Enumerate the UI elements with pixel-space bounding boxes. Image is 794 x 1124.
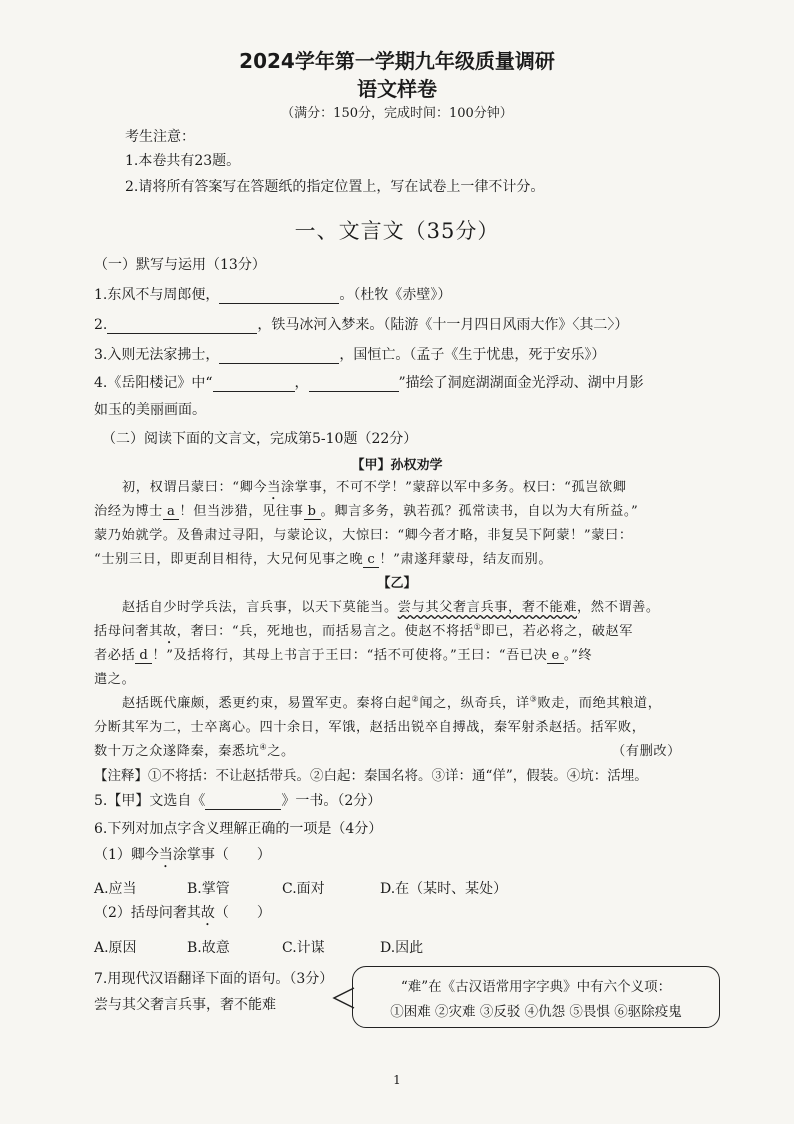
choice-option[interactable]: C.面对 (282, 881, 325, 897)
exam-title: 2024学年第一学期九年级质量调研 (239, 49, 555, 73)
question-7-sentence: 尝与其父奢言兵事，奢不能难 (94, 997, 276, 1013)
jia-line: 蒙乃始就学。及鲁肃过寻阳，与蒙论议，大惊曰：“卿今者才略，非复吴下阿蒙！”蒙曰： (94, 528, 633, 543)
answer-blank-4a[interactable] (213, 375, 295, 392)
choice-option[interactable]: D.因此 (380, 940, 424, 956)
yi-line: 数十万之众遂降秦，秦悉坑④之。 (94, 742, 295, 759)
question-4-cont: 如玉的美丽画面。 (94, 402, 206, 418)
answer-blank-3[interactable] (219, 347, 339, 364)
callout-line-1: “难”在《古汉语常用字字典》中有六个义项： (400, 979, 672, 995)
jia-line: 治经为博士 a ！但当涉猎，见往事 b 。卿言多务，孰若孤？孤常读书，自以为大有所益。” (94, 504, 639, 519)
answer-blank-1[interactable] (219, 287, 339, 304)
choice-option[interactable]: B.掌管 (187, 881, 230, 897)
question-4: 4.《岳阳楼记》中“ ， ”描绘了洞庭湖湖面金光浮动、湖中月影 (94, 375, 644, 391)
choice-option[interactable]: D.在（某时、某处） (380, 881, 508, 897)
jia-line: “士别三日，即更刮目相待，大兄何见事之晚 c ！”肃遂拜蒙母，结友而别。 (94, 552, 553, 567)
answer-blank-5[interactable] (205, 793, 281, 810)
question-5: 5.【甲】文选自《 》一书。（2分） (94, 793, 382, 809)
question-2: 2. ，铁马冰河入梦来。（陆游《十一月四日风雨大作》〈其二〉） (94, 317, 629, 333)
question-1: 1.东风不与周郎便， 。（杜牧《赤壁》） (94, 287, 452, 303)
notice-item-1: 1.本卷共有23题。 (125, 153, 241, 169)
yi-line: 分断其军为二，士卒离心。四十余日，军饿，赵括出锐卒自搏战，秦军射杀赵括。括军败， (94, 720, 646, 735)
choice-option[interactable]: B.故意 (187, 940, 230, 956)
yi-line: 者必括 d ！”及括将行，其母上书言于王曰：“括不可使将。”王曰：“吾已决 e 。”终 (94, 648, 593, 663)
choice-option[interactable]: A.应当 (94, 881, 137, 897)
page-number: 1 (393, 1073, 401, 1087)
section-title: 一、文言文（35分） (294, 219, 500, 243)
jia-line: 初，权谓吕蒙曰：“卿今当涂掌事，不可不学！”蒙辞以军中多务。权曰：“孤岂欲卿 (122, 480, 627, 495)
question-7-stem: 7.用现代汉语翻译下面的语句。（3分） (94, 971, 334, 987)
notice-heading: 考生注意： (125, 129, 195, 145)
passage-yi-title: 【乙】 (377, 576, 417, 591)
exam-info: （满分：150分，完成时间：100分钟） (281, 106, 513, 121)
question-3: 3.入则无法家拂士， ，国恒亡。（孟子《生于忧患，死于安乐》） (94, 347, 606, 363)
yi-line: 括母问奢其故，奢曰：“兵，死地也，而括易言之。使赵不将括①即已，若必将之，破赵军 (94, 622, 634, 639)
answer-blank-4b[interactable] (309, 375, 399, 392)
callout-line-2: ①困难 ②灾难 ③反驳 ④仇怨 ⑤畏惧 ⑥驱除疫鬼 (390, 1004, 682, 1020)
choice-option[interactable]: C.计谋 (282, 940, 325, 956)
exam-subtitle: 语文样卷 (357, 77, 437, 101)
passage-jia-title: 【甲】孙权劝学 (351, 458, 443, 473)
answer-blank-2[interactable] (107, 317, 257, 334)
yi-line: 遣之。 (94, 672, 136, 687)
notice-item-2: 2.请将所有答案写在答题纸的指定位置上，写在试卷上一律不计分。 (125, 179, 545, 195)
part2-heading: （二）阅读下面的文言文，完成第5-10题（22分） (102, 431, 418, 447)
yi-line: 赵括既代廉颇，悉更约束，易置军吏。秦将白起②闻之，纵奇兵，详③败走，而绝其粮道， (122, 694, 662, 711)
question-6-sub2: （2）括母问奢其故（ ） (94, 905, 271, 921)
question-6-stem: 6.下列对加点字含义理解正确的一项是（4分） (94, 821, 383, 837)
dictionary-callout (352, 966, 720, 1028)
question-6-sub1: （1）卿今当涂掌事（ ） (94, 847, 271, 863)
choice-option[interactable]: A.原因 (94, 940, 137, 956)
source-note: （有删改） (612, 744, 681, 759)
yi-line: 赵括自少时学兵法，言兵事，以天下莫能当。尝与其父奢言兵事，奢不能难，然不谓善。 (122, 600, 660, 615)
part1-heading: （一）默写与运用（13分） (94, 257, 266, 273)
annotations: 【注释】①不将括：不让赵括带兵。②白起：秦国名将。③详：通“佯”，假装。④坑：活埋。 (94, 768, 648, 784)
